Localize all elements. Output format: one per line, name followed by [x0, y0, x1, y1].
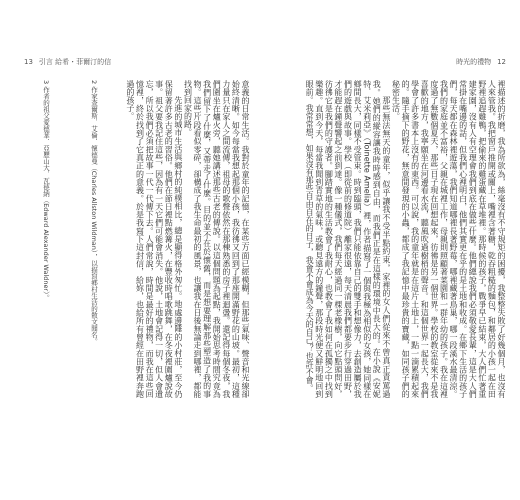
right-body-text [263, 80, 506, 398]
right-page-number: 12 [497, 58, 506, 66]
left-running-head [24, 58, 111, 67]
right-paragraph-2: 那些無法無天的童年，似乎讓我不受半點約束，家裡的女人們從來不曾真正責罵過我。她們的縱容讓我時時感到自由，而我們正是在這樣的環境中長大的。在小說《安妮特．艾米莉亞》（Toinette Amelia）裡，作者描寫了一個與我極為相似的女孩，她同樣在鄉間長大，同樣不受管束。時到臨頭，我們只能依靠自己的雙手和想像力，去創造屬於我們的遊戲與故事。學校（即從前的修道院）離家很遠，每天清晨我們都要步行穿過田野，才能趕在鐘聲響起之前到達。像一種儀式，我們每天經過同一棵老橡樹，向它點頭問好，彷彿它是我們的守護者。腳踏實地的生活教會了我耐心，也教會了我如何在孤獨之中找到樂趣。直到今天，每當我聞到青草的氣味，或聽見遠方的鐘聲，那段時光便又鮮明地回到眼前。我常常想，如果沒有那些自由自在的日子，我會不會成為今天的自己？也許不會。 [305, 80, 391, 398]
right-paragraph-1: 裡描述的折磨，我為所欲為，絲毫沒有不守規矩的困擾，我整整失敗了好幾個月，也沒有人來管我。我把窗戶推開或關上，嘴裡含著糖，乾吞粗糙的麵包，和鄰居的小孩一起在田野裡追趕雞鴨，把偷來的雞蛋藏在草堆裡。那時候的孩子，戰爭早已結束，大人們忙著重建家園，沒有人有空理會我們到底在做些什麼。他們總說我們必須敬愛長輩，這是大人們常掛在嘴邊的話，但我們心裡明白，他們其實更在乎的是土地和收成。在鄉下生活的孩子們，每天都在森林裡遊蕩，我們知道哪裡長著野莓，哪裡藏著鳥巢，哪一段溪水最清涼。我們的家庭並不富裕，父親在城裡工作，母親則照顧著菜園和一群年幼的孩子。我在這裡度過了無數個夏天，那些日子現在回想起來，彷彿是另一個世界。學校的教室從來不是我喜歡的地方，我寧願坐在河邊看水流，聽風吹過樹梢的聲音。和這個世界一起長大，我們學會了許多書本上沒有的東西。可以說，我的童年就是在這片土地上，一點一滴累積起來的。隨手摘下的野花，無意間發現的小蟲，都成了我記憶中最珍貴的寶藏，如同孩子們的秘密生活。 [391, 80, 506, 398]
right-page [260, 0, 520, 500]
footnote-3: 3 作者的祖父愛德華．亞歷山大．瓦德納（Edward Alexander Waldner）。 [42, 80, 50, 301]
left-page-number: 13 [24, 58, 33, 66]
book-title: 時光的禮物 [456, 58, 492, 66]
left-paragraph-1: 意義的日常生活。我對於童年的記憶，在某些方面已經模糊，但那些氣味、聲音和光線卻始終清晰。如今每當我想起那個小孩，我彷彿又回到了那座開滿野花的山坡。最初，這種力量只在家人之間流傳，祖母的歌聲依然在那棟熟悉的房子裡迴盪。還記得每個冬夜，我們圍坐在爐火旁，聽她講述那些古老的傳說。以這個問題為起點，我開始思考時間究竟為我們留下了什麼，又帶走了什麼。目的並不在於懷舊，而是想要理解那些塑造了我的事物。這些片段看似零碎，卻構成了我生命最初的風景，也讓我在日後無論走到哪裡，都能找到回家的路。 [183, 80, 250, 398]
right-running-head [456, 58, 506, 67]
left-chapter-title: 引言 給希・菲爾汀的信 [38, 58, 112, 66]
left-paragraph-2: 先進的城市生活與鄉村的純樸相比，總是顯得格外匆忙。地處邊陲的小村莊，至今仍保留著許多古老的習俗。他們在節日裡點燃篝火，在豐收時唱歌跳舞，在冬夜裡圍爐說故事。祖父要我記住這些，因為有一天它們可能會消失。他說，土地會記得一切，但人會遺忘，所以我們必須把故事一代一代傳下去。人們常說，時間是最好的禮物，而我在這些回憶裡，終於找到了它真正的意義。於是我寫下這封信，給妳，也給所有曾經在田野裡奔跑過的孩子。 [125, 80, 183, 398]
footnote-2: 2 作家查爾斯．艾倫．懷德曼（Charles Allston Wildman），以描寫鄉村生活的散文聞名。 [90, 80, 98, 345]
footnotes [12, 80, 98, 398]
left-body-text [104, 80, 250, 398]
